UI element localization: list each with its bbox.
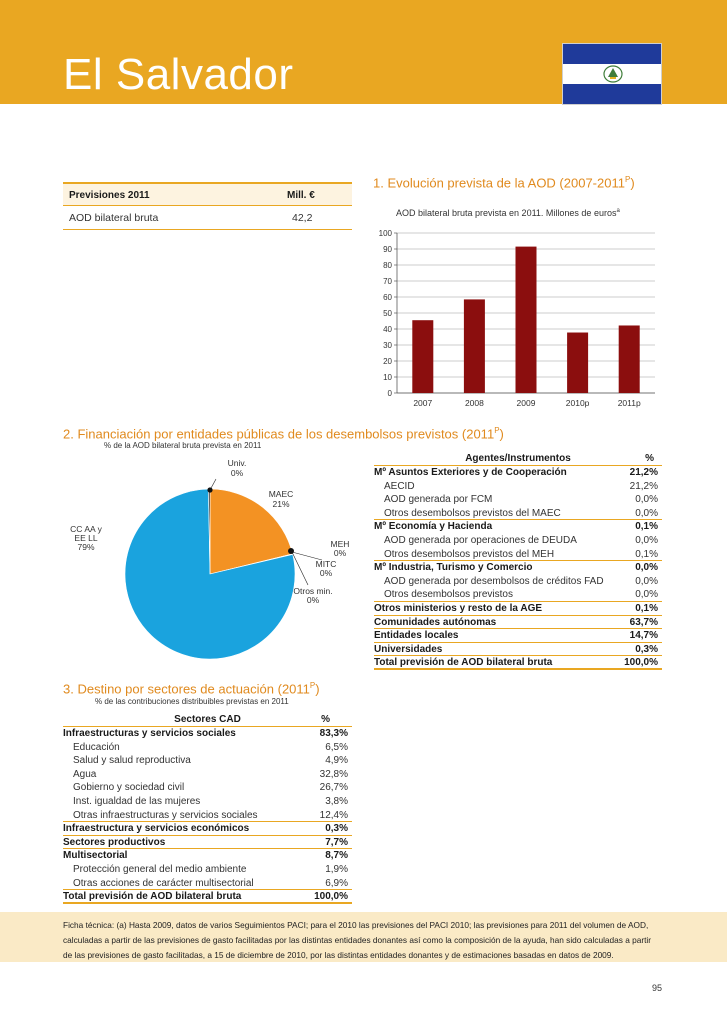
financing-pie-chart — [60, 455, 370, 670]
pie-label-ccaa-line1: CC AA y — [70, 524, 102, 534]
sectors-row — [63, 754, 352, 768]
agents-row-value: 0,0% — [635, 507, 658, 519]
sectors-total-row — [63, 890, 352, 904]
chart-y-tick-label: 70 — [383, 277, 392, 286]
agents-table-header — [374, 452, 662, 466]
agents-row-value: 0,1% — [635, 548, 658, 560]
sectors-row — [63, 822, 352, 836]
section1-title-sup: P — [624, 175, 631, 184]
flag-top-band — [563, 44, 661, 64]
agents-row-label: Otros ministerios y resto de la AGE — [374, 602, 543, 614]
sectors-row-label: Multisectorial — [63, 850, 128, 862]
chart-bar — [412, 320, 433, 393]
pie-leader-mitc — [292, 552, 322, 560]
pie-label-ccaa-pct: 79% — [77, 542, 95, 552]
pie-label-mitc-pct: 0% — [319, 568, 333, 578]
chart-y-tick-label: 80 — [383, 261, 392, 270]
sectors-row — [63, 727, 352, 741]
section2-title-sup: P — [494, 426, 500, 435]
sectors-row-label: Infraestructuras y servicios sociales — [63, 728, 236, 739]
chart-x-tick-label: 2008 — [464, 398, 484, 408]
sectors-row-label: Total previsión de AOD bilateral bruta — [63, 891, 242, 903]
chart-y-tick-label: 50 — [383, 309, 392, 318]
previsiones-row — [63, 206, 352, 230]
flag-bottom-band — [563, 84, 661, 104]
sectors-row — [63, 836, 352, 850]
chart-x-tick-label: 2011p — [617, 398, 641, 408]
chart-subtitle-sup: a — [616, 208, 620, 214]
technical-note-line1: Ficha técnica: (a) Hasta 2009, datos de varios Seguimientos PACI; para el 2010 las previsiones del PACI 2010; las previsiones para 2011 del volumen de AOD, — [63, 920, 649, 930]
previsiones-col-unit: Mill. € — [287, 190, 315, 201]
chart-x-tick-label: 2010p — [565, 398, 590, 408]
chart-y-tick-label: 100 — [378, 229, 392, 238]
page-number: 95 — [652, 983, 663, 993]
pie-label-otros: Otros min. — [293, 586, 333, 596]
agents-row-label: Otros desembolsos previstos — [384, 589, 513, 601]
agents-row — [374, 507, 662, 521]
sectors-row-value: 100,0% — [314, 891, 348, 903]
agents-row — [374, 629, 662, 643]
section2-subtitle: % de la AOD bilateral bruta prevista en 2011 — [104, 441, 262, 450]
sectors-row — [63, 877, 352, 891]
pie-marker-meh — [288, 548, 294, 554]
agents-row — [374, 534, 662, 548]
section1-title — [373, 175, 635, 190]
chart-x-tick-label: 2009 — [516, 398, 536, 408]
technical-note-line2: calculadas a partir de las previsiones de gasto facilitadas por las distintas entidades donantes así como la composición de la ayuda, han sido calculadas a partir — [63, 935, 652, 945]
agents-row-label: Mº Economía y Hacienda — [374, 521, 493, 533]
sectors-row — [63, 849, 352, 863]
agents-row-label: AOD generada por desembolsos de créditos FAD — [384, 575, 604, 587]
agents-row-label: AECID — [384, 480, 415, 492]
sectors-row — [63, 741, 352, 755]
chart-bar — [464, 299, 485, 393]
sectors-row-value: 32,8% — [319, 768, 348, 780]
pie-label-otros-pct: 0% — [306, 595, 320, 605]
sectors-row-value: 7,7% — [325, 836, 348, 848]
previsiones-row-label: AOD bilateral bruta — [69, 212, 159, 224]
agents-row-label: AOD generada por FCM — [384, 494, 493, 506]
agents-row-value: 21,2% — [629, 467, 658, 478]
coat-of-arms-icon — [603, 65, 623, 83]
sectors-row-label: Infraestructura y servicios económicos — [63, 823, 250, 835]
agents-row — [374, 561, 662, 575]
agents-row-value: 0,0% — [635, 562, 658, 574]
sectors-row — [63, 809, 352, 823]
pie-label-mitc: MITC — [315, 559, 337, 569]
section3-subtitle: % de las contribuciones distribuibles previstas en 2011 — [95, 697, 289, 706]
section3-title-sup: P — [309, 681, 316, 690]
sectors-row-value: 12,4% — [319, 809, 348, 821]
pie-slices — [125, 489, 295, 659]
agents-row-label: Total previsión de AOD bilateral bruta — [374, 657, 553, 669]
agents-row-value: 0,0% — [635, 494, 658, 506]
page-title: El Salvador — [63, 50, 294, 99]
sectors-row — [63, 795, 352, 809]
sectors-row-value: 4,9% — [325, 755, 348, 767]
agents-row-value: 100,0% — [624, 657, 658, 669]
sectors-row-label: Protección general del medio ambiente — [73, 863, 247, 875]
agents-row-label: Otros desembolsos previstos del MEH — [384, 548, 555, 560]
agents-row-label: Otros desembolsos previstos del MAEC — [384, 507, 561, 519]
agents-row-value: 0,0% — [635, 534, 658, 546]
aod-evolution-bar-chart — [367, 225, 662, 415]
chart-bar — [567, 333, 588, 393]
agents-row-label: Mº Asuntos Exteriores y de Cooperación — [374, 467, 567, 478]
agents-row-label: Mº Industria, Turismo y Comercio — [374, 562, 533, 574]
agents-row — [374, 466, 662, 480]
agents-table — [374, 452, 662, 670]
sectors-row-value: 83,3% — [319, 728, 348, 739]
section2-title-text: 2. Financiación por entidades públicas de los desembolsos previstos (2011 — [63, 426, 495, 442]
chart-y-tick-label: 20 — [383, 357, 392, 366]
agents-col-label: Agentes/Instrumentos — [465, 453, 571, 464]
chart-y-tick-label: 60 — [383, 293, 392, 302]
agents-row-value: 0,1% — [635, 521, 658, 533]
section3-title-close: ) — [315, 681, 320, 697]
agents-row-value: 0,0% — [635, 589, 658, 601]
agents-row-label: AOD generada por operaciones de DEUDA — [384, 534, 577, 546]
previsiones-table — [63, 182, 352, 230]
sectors-table — [63, 713, 352, 904]
pie-label-univ: Univ. — [227, 458, 247, 468]
sectors-row-value: 8,7% — [325, 850, 348, 862]
sectors-row-value: 1,9% — [325, 863, 348, 875]
agents-row — [374, 602, 662, 616]
sectors-row-value: 3,8% — [325, 795, 348, 807]
agents-row-label: Entidades locales — [374, 630, 459, 642]
previsiones-table-header — [63, 182, 352, 206]
section2-title — [63, 426, 504, 441]
pie-label-maec: MAEC — [268, 489, 294, 499]
technical-note — [0, 912, 727, 962]
section3-title-text: 3. Destino por sectores de actuación (2011 — [63, 681, 310, 697]
sectors-row-label: Educación — [73, 741, 120, 753]
agents-row — [374, 480, 662, 494]
sectors-table-header — [63, 713, 352, 727]
chart-bar — [619, 325, 640, 393]
chart-subtitle-text: AOD bilateral bruta prevista en 2011. Millones de euros — [396, 208, 617, 218]
chart-y-tick-label: 30 — [383, 341, 392, 350]
chart-y-tick-label: 90 — [383, 245, 392, 254]
pie-label-meh: MEH — [330, 539, 350, 549]
agents-row — [374, 548, 662, 562]
el-salvador-flag — [562, 43, 662, 105]
section1-title-text: 1. Evolución prevista de la AOD (2007-2011 — [373, 175, 625, 191]
previsiones-row-value: 42,2 — [292, 212, 313, 224]
agents-row — [374, 643, 662, 657]
chart-bar — [516, 247, 537, 393]
sectors-row-label: Otras infraestructuras y servicios sociales — [73, 809, 258, 821]
section3-title — [63, 681, 320, 696]
agents-row-value: 0,1% — [635, 602, 658, 614]
sectors-row — [63, 863, 352, 877]
page-header — [0, 0, 727, 104]
chart-y-tick-label: 0 — [387, 389, 392, 398]
sectors-row-label: Otras acciones de carácter multisectorial — [73, 877, 254, 889]
agents-row-value: 21,2% — [629, 480, 658, 492]
pie-label-univ-pct: 0% — [230, 468, 244, 478]
agents-row — [374, 588, 662, 602]
agents-row — [374, 493, 662, 507]
section2-title-close: ) — [499, 426, 504, 442]
sectors-row-label: Inst. igualdad de las mujeres — [73, 795, 201, 807]
chart-x-tick-label: 2007 — [413, 398, 433, 408]
sectors-col-unit: % — [321, 714, 330, 725]
previsiones-col-label: Previsiones 2011 — [69, 190, 150, 201]
agents-row-value: 14,7% — [629, 630, 658, 642]
sectors-row-label: Agua — [73, 768, 97, 780]
sectors-col-label: Sectores CAD — [174, 714, 241, 725]
agents-row — [374, 520, 662, 534]
sectors-row — [63, 768, 352, 782]
agents-col-unit: % — [645, 453, 654, 464]
sectors-row-label: Salud y salud reproductiva — [73, 755, 191, 767]
agents-row-label: Universidades — [374, 643, 443, 655]
agents-row-value: 0,3% — [635, 643, 658, 655]
sectors-row-value: 6,5% — [325, 741, 348, 753]
agents-row-label: Comunidades autónomas — [374, 616, 497, 628]
sectors-row-value: 0,3% — [325, 823, 348, 835]
chart-y-tick-label: 40 — [383, 325, 392, 334]
section1-title-close: ) — [630, 175, 635, 191]
sectors-row-value: 26,7% — [319, 782, 348, 794]
pie-label-ccaa-line2: EE LL — [74, 533, 98, 543]
agents-total-row — [374, 656, 662, 670]
pie-label-maec-pct: 21% — [272, 499, 290, 509]
pie-label-meh-pct: 0% — [333, 548, 347, 558]
chart-y-tick-label: 10 — [383, 373, 392, 382]
agents-row — [374, 575, 662, 589]
pie-marker-univ — [207, 487, 212, 492]
sectors-row — [63, 781, 352, 795]
sectors-row-label: Sectores productivos — [63, 836, 166, 848]
agents-row-value: 0,0% — [635, 575, 658, 587]
sectors-row-value: 6,9% — [325, 877, 348, 889]
agents-row — [374, 616, 662, 630]
chart-subtitle — [396, 208, 620, 218]
agents-row-value: 63,7% — [629, 616, 658, 628]
technical-note-line3: de las previsiones de gasto facilitadas, a 15 de diciembre de 2010, por las distintas entidades donantes y de estimaciones basadas en datos de 2009. — [63, 950, 614, 960]
sectors-row-label: Gobierno y sociedad civil — [73, 782, 185, 794]
